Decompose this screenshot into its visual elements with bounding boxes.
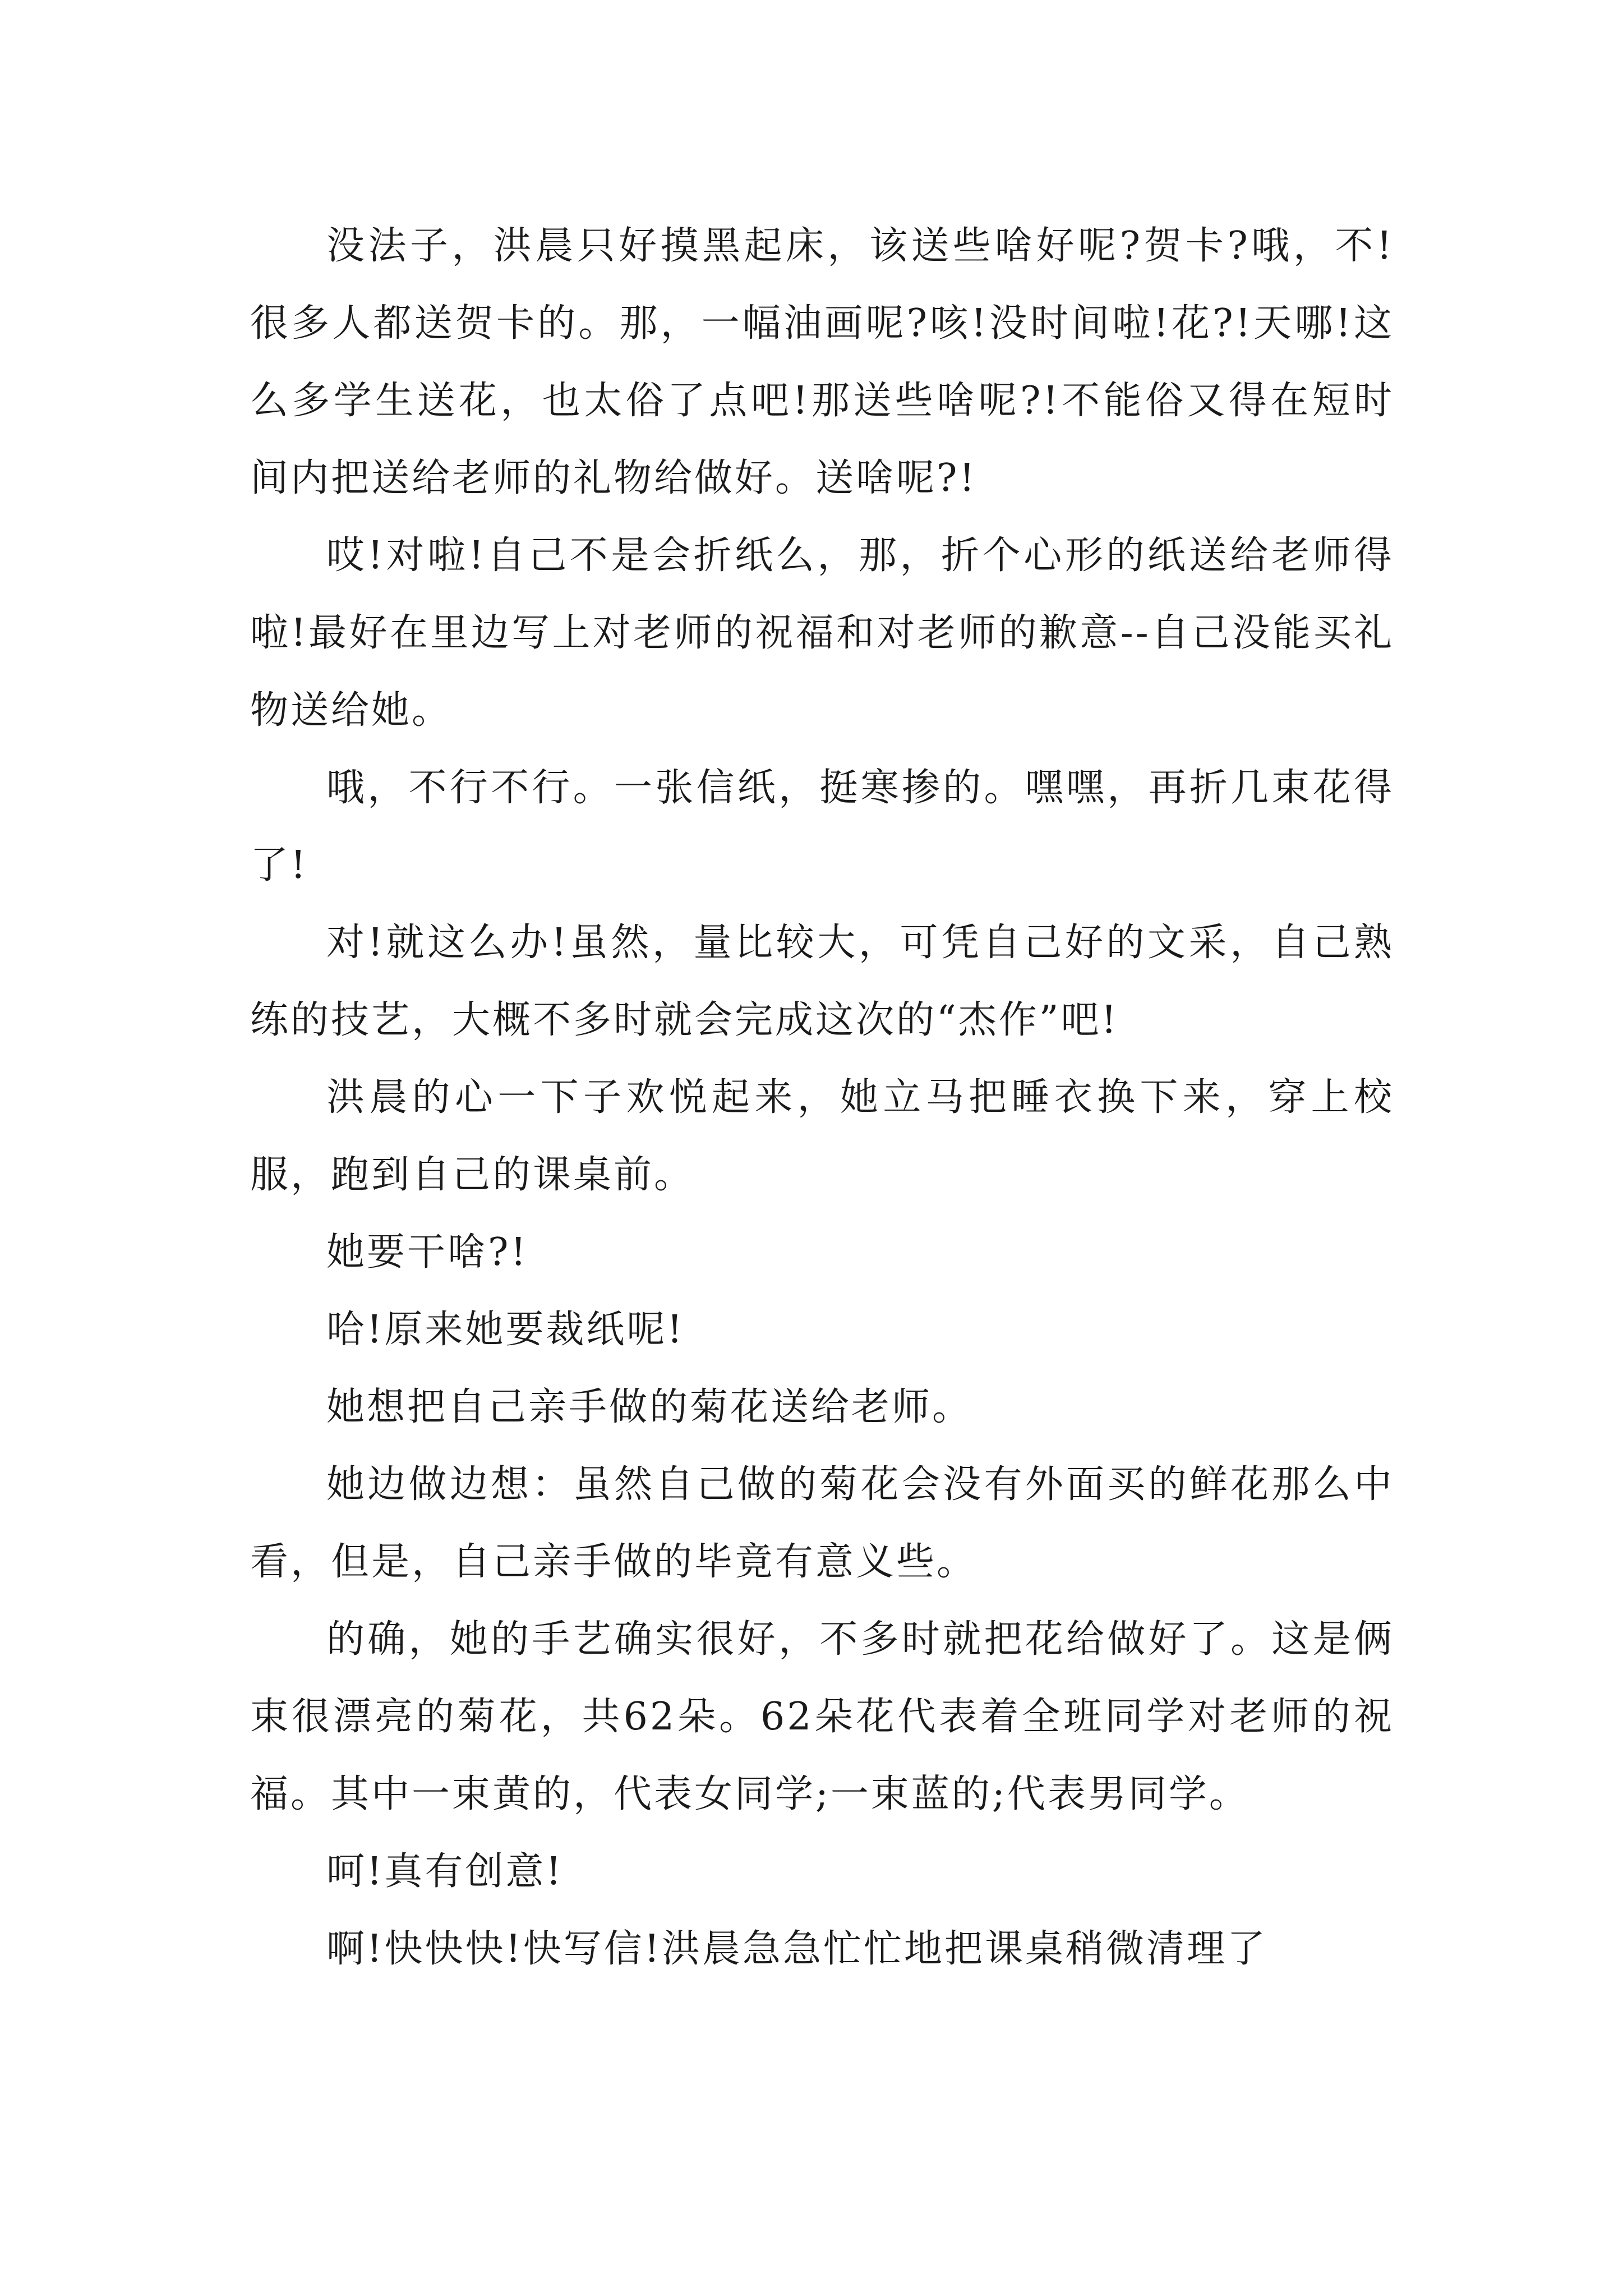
- document-body: [250, 208, 1394, 1988]
- paragraph: 呵!真有创意!: [326, 1849, 564, 1894]
- paragraph: 啊!快快快!快写信!洪晨急急忙忙地把课桌稍微清理了: [326, 1927, 1267, 1971]
- paragraph: 她要干啥?!: [326, 1230, 528, 1274]
- paragraph: 她想把自己亲手做的菊花送给老师。: [326, 1385, 973, 1429]
- paragraph: 她边做边想：虽然自己做的菊花会没有外面买的鲜花那么中看，但是，自己亲手做的毕竟有意义些。: [250, 1462, 1394, 1584]
- paragraph: 哈!原来她要裁纸呢!: [326, 1308, 685, 1352]
- paragraph: 哦，不行不行。一张信纸，挺寒掺的。嘿嘿，再折几束花得了!: [250, 766, 1394, 887]
- paragraph: 没法子，洪晨只好摸黑起床，该送些啥好呢?贺卡?哦，不!很多人都送贺卡的。那，一幅油画呢?咳!没时间啦!花?!天哪!这么多学生送花，也太俗了点吧!那送些啥呢?!不能俗又得在短时间内把送给老师的礼物给做好。送啥呢?!: [250, 224, 1394, 500]
- paragraph: 洪晨的心一下子欢悦起来，她立马把睡衣换下来，穿上校服，跑到自己的课桌前。: [250, 1075, 1394, 1197]
- paragraph: 哎!对啦!自己不是会折纸么，那，折个心形的纸送给老师得啦!最好在里边写上对老师的祝福和对老师的歉意--自己没能买礼物送给她。: [250, 533, 1394, 733]
- paragraph: 对!就这么办!虽然，量比较大，可凭自己好的文采，自己熟练的技艺，大概不多时就会完成这次的“杰作”吧!: [250, 921, 1394, 1042]
- paragraph: 的确，她的手艺确实很好，不多时就把花给做好了。这是俩束很漂亮的菊花，共62朵。62朵花代表着全班同学对老师的祝福。其中一束黄的，代表女同学;一束蓝的;代表男同学。: [250, 1617, 1394, 1816]
